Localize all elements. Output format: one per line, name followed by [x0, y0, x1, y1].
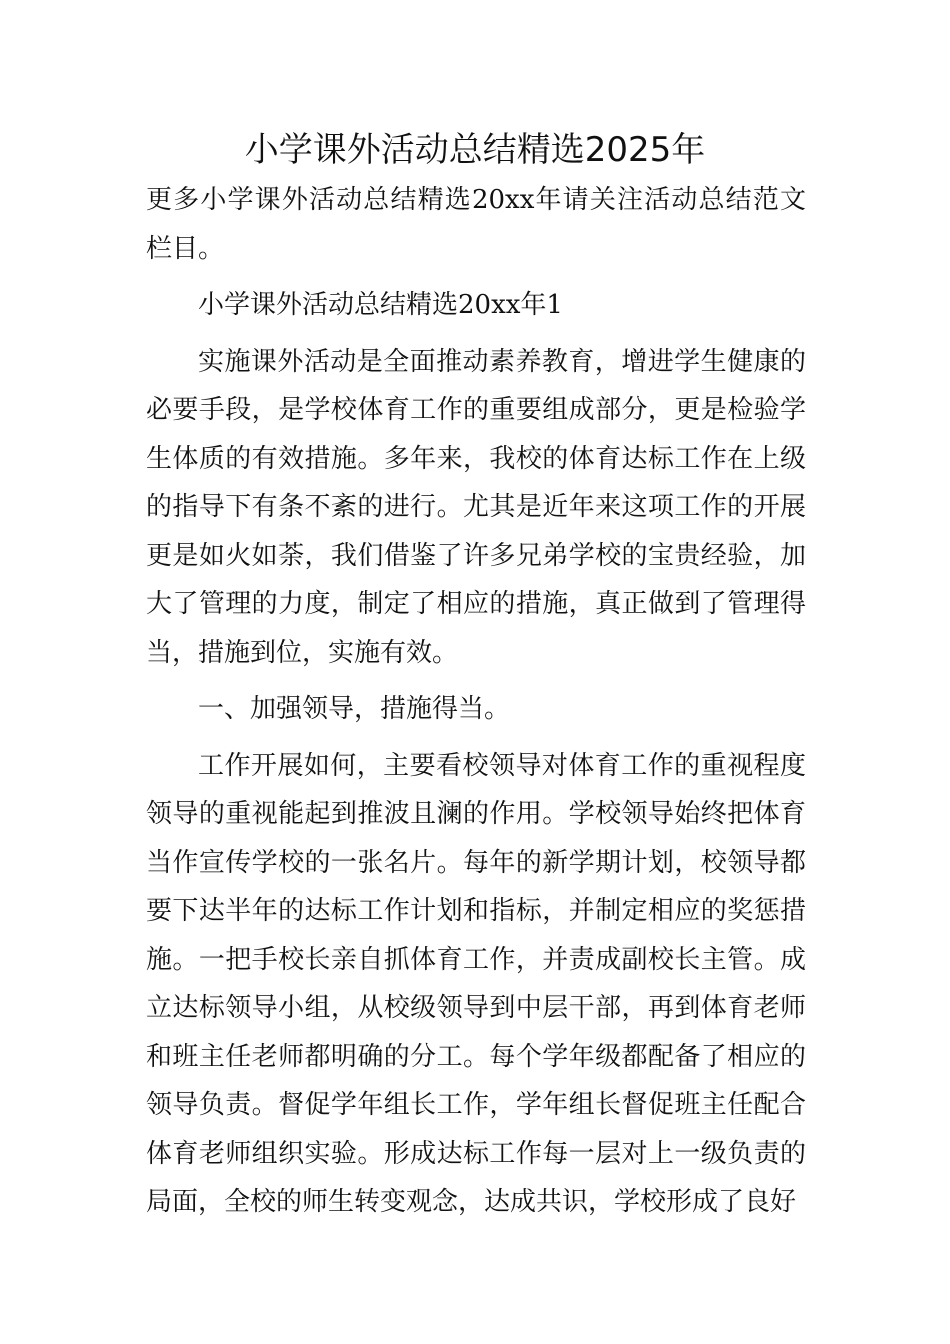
document-body — [146, 176, 806, 1227]
body-paragraph: 实施课外活动是全面推动素养教育，增进学生健康的必要手段，是学校体育工作的重要组成部分，更是检验学生体质的有效措施。多年来，我校的体育达标工作在上级的指导下有条不紊的进行。尤其是近年来这项工作的开展更是如火如荼，我们借鉴了许多兄弟学校的宝贵经验，加大了管理的力度，制定了相应的措施，真正做到了管理得当，措施到位，实施有效。 — [146, 346, 806, 668]
document-title: 小学课外活动总结精选2025年 — [244, 130, 706, 170]
body-paragraph: 工作开展如何，主要看校领导对体育工作的重视程度领导的重视能起到推波且澜的作用。学校领导始终把体育当作宣传学校的一张名片。每年的新学期计划，校领导都要下达半年的达标工作计划和指标，并制定相应的奖惩措施。一把手校长亲自抓体育工作，并责成副校长主管。成立达标领导小组，从校级领导到中层干部，再到体育老师和班主任老师都明确的分工。每个学年级都配备了相应的领导负责。督促学年组长工作，学年组长督促班主任配合体育老师组织实验。形成达标工作每一层对上一级负责的局面，全校的师生转变观念，达成共识，学校形成了良好 — [146, 750, 806, 1217]
section-heading: 小学课外活动总结精选20xx年1 — [198, 290, 563, 320]
intro-paragraph: 更多小学课外活动总结精选20xx年请关注活动总结范文栏目。 — [146, 185, 806, 264]
subsection-heading: 一、加强领导，措施得当。 — [198, 694, 511, 724]
